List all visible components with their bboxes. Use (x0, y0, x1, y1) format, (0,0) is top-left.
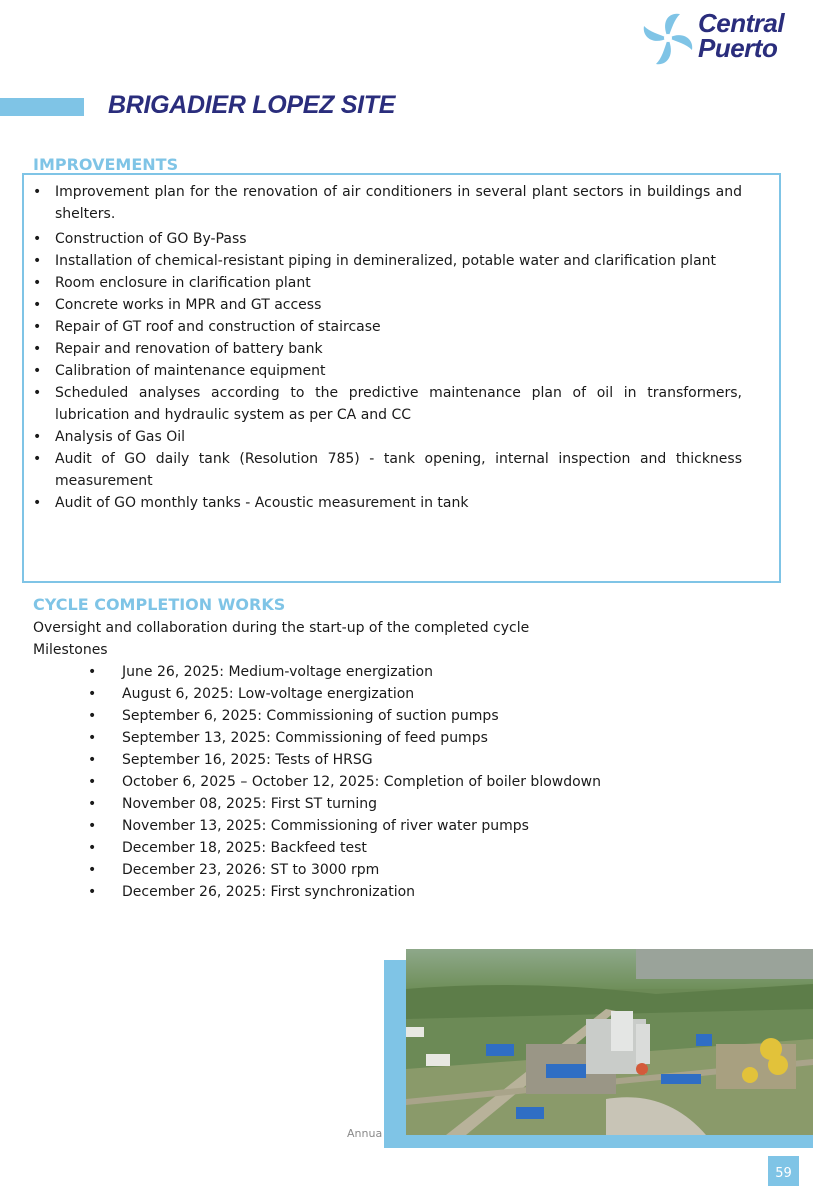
cycle-intro: Oversight and collaboration during the start-up of the completed cycle (33, 620, 530, 636)
footer-text: Annua (347, 1127, 383, 1140)
milestone-item: • December 18, 2025: Backfeed test (88, 837, 728, 859)
milestones-list (88, 661, 728, 903)
milestone-item: • September 13, 2025: Commissioning of feed pumps (88, 727, 728, 749)
improvements-list (32, 181, 742, 514)
list-item: • Analysis of Gas Oil (32, 426, 742, 448)
milestone-item: • August 6, 2025: Low-voltage energization (88, 683, 728, 705)
improvements-box (22, 173, 781, 583)
milestone-item: • December 26, 2025: First synchronization (88, 881, 728, 903)
list-item: • Concrete works in MPR and GT access (32, 294, 742, 316)
list-item: • Calibration of maintenance equipment (32, 360, 742, 382)
list-item: • Room enclosure in clarification plant (32, 272, 742, 294)
list-item: • Scheduled analyses according to the predictive maintenance plan of oil in transformers, lubrication and hydraulic system as per CA and CC (32, 382, 742, 426)
milestone-item: • June 26, 2025: Medium-voltage energization (88, 661, 728, 683)
page-number: 59 (768, 1156, 799, 1186)
list-item: • Audit of GO daily tank (Resolution 785) - tank opening, internal inspection and thickness measurement (32, 448, 742, 492)
list-item: • Audit of GO monthly tanks - Acoustic measurement in tank (32, 492, 742, 514)
aerial-plant-photo (406, 949, 813, 1135)
logo-line-2: Puerto (698, 33, 778, 63)
milestone-item: • October 6, 2025 – October 12, 2025: Completion of boiler blowdown (88, 771, 728, 793)
list-item: • Repair of GT roof and construction of staircase (32, 316, 742, 338)
milestone-item: • September 6, 2025: Commissioning of suction pumps (88, 705, 728, 727)
list-item: • Repair and renovation of battery bank (32, 338, 742, 360)
list-item: • Improvement plan for the renovation of air conditioners in several plant sectors in buildings and shelters. (32, 181, 742, 225)
list-item: • Construction of GO By-Pass (32, 228, 742, 250)
pinwheel-logo-icon (640, 10, 696, 70)
milestone-item: • September 16, 2025: Tests of HRSG (88, 749, 728, 771)
milestone-item: • November 08, 2025: First ST turning (88, 793, 728, 815)
page-title: BRIGADIER LOPEZ SITE (108, 91, 396, 119)
improvements-heading: IMPROVEMENTS (33, 155, 179, 174)
logo-wordmark (698, 8, 785, 63)
title-accent-bar (0, 98, 84, 116)
milestones-label: Milestones (33, 642, 108, 658)
logo-line-1: Central (698, 8, 785, 38)
central-puerto-logo (640, 10, 805, 70)
cycle-heading: CYCLE COMPLETION WORKS (33, 595, 286, 614)
list-item: • Installation of chemical-resistant piping in demineralized, potable water and clarification plant (32, 250, 742, 272)
milestone-item: • November 13, 2025: Commissioning of river water pumps (88, 815, 728, 837)
milestone-item: • December 23, 2026: ST to 3000 rpm (88, 859, 728, 881)
